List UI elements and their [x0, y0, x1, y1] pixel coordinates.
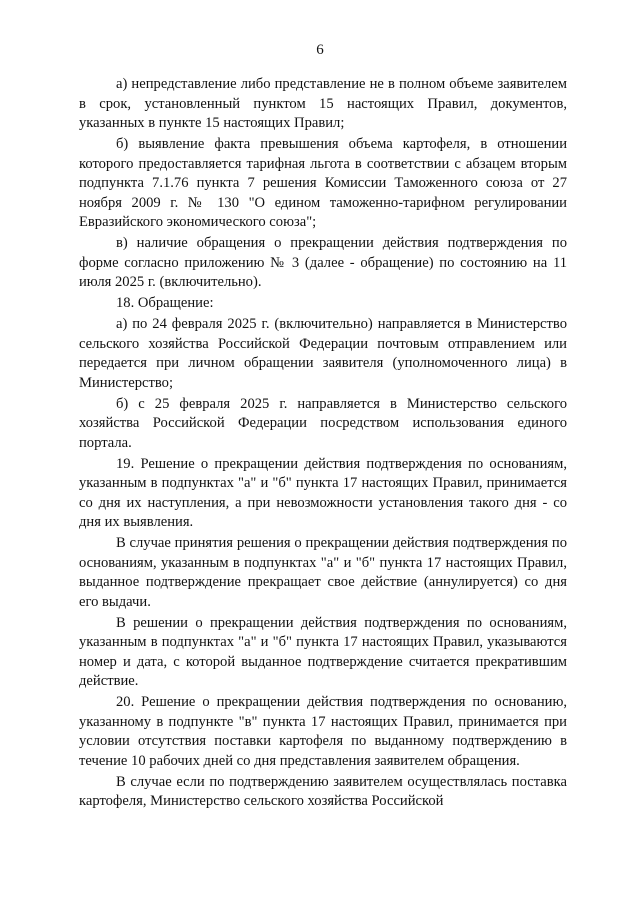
paragraph-19-second: В случае принятия решения о прекращении действия подтверждения по основаниям, указанным в подпунктах "а" и "б" пункта 17 настоящих Правил, выданное подтверждение прекращает свое действие (аннулируется) со дня его выдачи. [79, 535, 567, 610]
paragraph-17b: б) выявление факта превышения объема картофеля, в отношении которого предоставляется тарифная льгота в соответствии с абзацем вторым подпункта 7.1.76 пункта 7 решения Комиссии Таможенного союза от 27 ноября 2009 г. № 130 "О едином таможенно-тарифном регулировании Евразийского экономического союза"; [79, 136, 567, 230]
paragraph-18b: б) с 25 февраля 2025 г. направляется в Министерство сельского хозяйства Российской Федерации посредством использования единого портала. [79, 395, 567, 451]
paragraph-17a: а) непредставление либо представление не в полном объеме заявителем в срок, установленный пунктом 15 настоящих Правил, документов, указанных в пункте 15 настоящих Правил; [79, 76, 567, 131]
document-body [79, 75, 567, 813]
paragraph-19-third: В решении о прекращении действия подтверждения по основаниям, указанным в подпунктах "а" и "б" пункта 17 настоящих Правил, указываются номер и дата, с которой выданное подтверждение считается прекратившим действие. [79, 614, 567, 689]
paragraph-18-heading: 18. Обращение: [116, 295, 214, 311]
paragraph-18a: а) по 24 февраля 2025 г. (включительно) направляется в Министерство сельского хозяйства Российской Федерации почтовым отправлением или передается при личном обращении заявителя (уполномоченного лица) в Министерство; [79, 316, 567, 391]
paragraph-19: 19. Решение о прекращении действия подтверждения по основаниям, указанным в подпунктах "а" и "б" пункта 17 настоящих Правил, принимается со дня их наступления, а при невозможности установления такого дня - со дня их выявления. [79, 455, 567, 530]
page-number: 6 [316, 42, 324, 58]
paragraph-17v: в) наличие обращения о прекращении действия подтверждения по форме согласно приложению № 3 (далее - обращение) по состоянию на 11 июля 2025 г. (включительно). [79, 235, 567, 290]
paragraph-20-second: В случае если по подтверждению заявителем осуществлялась поставка картофеля, Министерство сельского хозяйства Российской [79, 773, 567, 809]
paragraph-20: 20. Решение о прекращении действия подтверждения по основанию, указанному в подпункте "в" пункта 17 настоящих Правил, принимается при условии отсутствия поставки картофеля по выданному подтверждению в течение 10 рабочих дней со дня представления заявителем обращения. [79, 694, 567, 769]
